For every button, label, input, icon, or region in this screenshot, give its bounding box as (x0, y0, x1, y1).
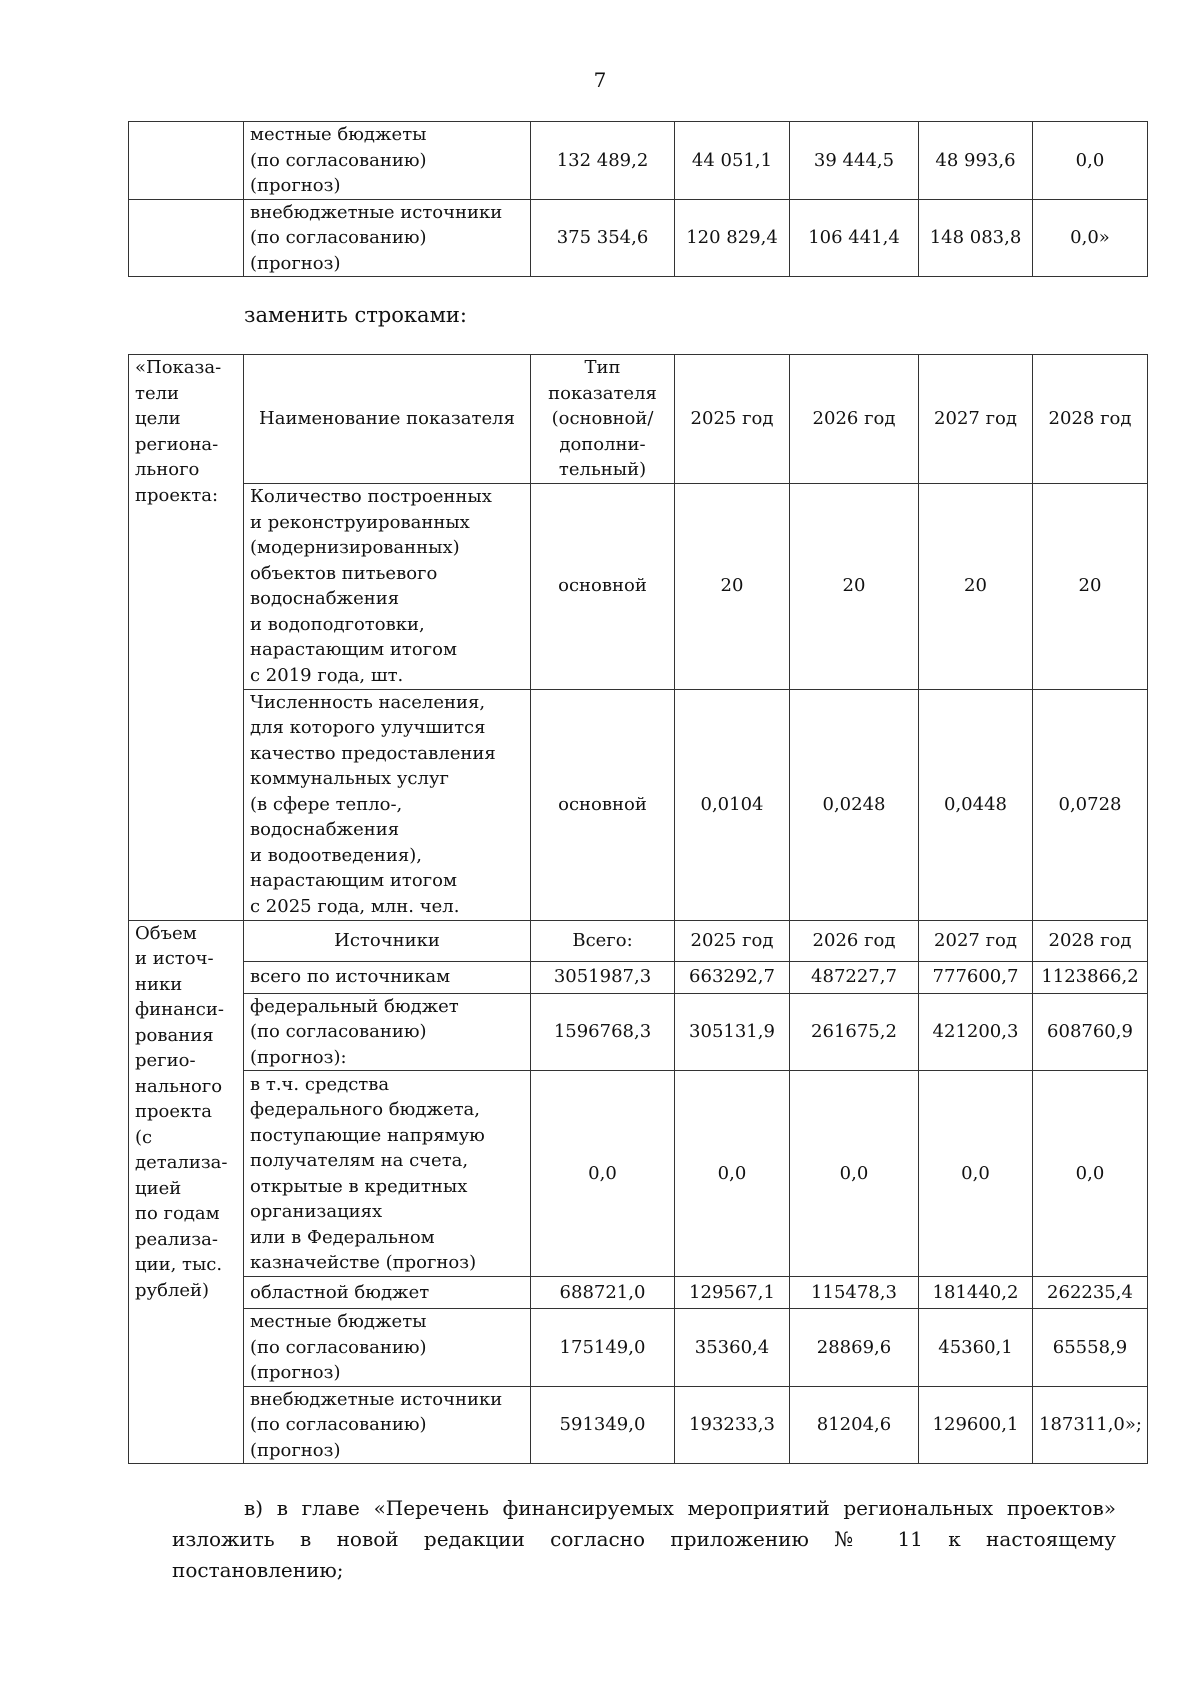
indicator-row (129, 483, 1148, 689)
indicator-value-2026: 20 (790, 483, 919, 689)
text-line: и водоотведения), (250, 844, 423, 866)
text-line: (прогноз) (250, 1362, 341, 1383)
text-line: детализа- (135, 1152, 228, 1173)
table-row (129, 199, 1148, 277)
text-line: организациях (250, 1201, 383, 1222)
value-y2027: 421200,3 (919, 993, 1033, 1071)
text-line: проекта (135, 1101, 212, 1122)
text-line: тели (135, 382, 180, 404)
text-line: открытые в кредитных (250, 1175, 468, 1197)
text-line: нального (135, 1075, 223, 1097)
value-y2028: 1123866,2 (1033, 961, 1148, 993)
text-line: (модернизированных) (250, 537, 460, 558)
text-line: Количество построенных (250, 486, 492, 507)
value-total: 688721,0 (531, 1277, 675, 1309)
value-total: 0,0 (531, 1071, 675, 1277)
indicator-value-2027: 0,0448 (919, 689, 1033, 920)
value-total: 1596768,3 (531, 993, 675, 1071)
indicator-name-header: Наименование показателя (244, 355, 531, 484)
indicator-value-2026: 0,0248 (790, 689, 919, 920)
text-line: качество предоставления (250, 742, 496, 764)
text-line: (по согласованию) (250, 1414, 427, 1435)
text-line: внебюджетные источники (250, 201, 503, 223)
financing-row (129, 1277, 1148, 1309)
financing-header-row (129, 920, 1148, 961)
text-line: регио- (135, 1050, 196, 1071)
text-line: (основной/ (551, 408, 654, 429)
year-2027-header: 2027 год (919, 355, 1033, 484)
text-line: цели (135, 408, 181, 429)
value-y2025: 120 829,4 (675, 199, 790, 277)
text-line: ции, тыс. (135, 1254, 223, 1275)
text-line: Тип (584, 357, 621, 378)
text-line: льного (135, 459, 200, 480)
year-2028-header: 2028 год (1033, 355, 1148, 484)
text-line: рублей) (135, 1279, 210, 1301)
sources-header: Источники (244, 920, 531, 961)
value-y2028: 187311,0»; (1033, 1386, 1148, 1464)
text-line: (в сфере тепло-, (250, 793, 403, 815)
text-line: регионa- (135, 433, 219, 455)
total-header: Всего: (531, 920, 675, 961)
indicator-value-2025: 20 (675, 483, 790, 689)
text-line: цией (135, 1177, 182, 1199)
text-line: проекта: (135, 484, 219, 506)
text-line: реализа- (135, 1228, 218, 1250)
indicator-type-header (531, 355, 675, 484)
text-line: водоснабжения (250, 588, 400, 609)
financing-section-label (129, 920, 244, 1464)
text-line: нарастающим итогом (250, 870, 457, 892)
source-label (244, 1277, 531, 1309)
source-label (244, 1071, 531, 1277)
value-y2027: 0,0 (919, 1071, 1033, 1277)
value-y2026: 81204,6 (790, 1386, 919, 1464)
value-y2025: 0,0 (675, 1071, 790, 1277)
text-line: финанси- (135, 999, 224, 1020)
indicator-type: основной (531, 689, 675, 920)
value-y2028: 0,0 (1033, 122, 1148, 200)
text-line: (по согласованию) (250, 1021, 427, 1042)
empty-cell (129, 122, 244, 200)
text-line: объектов питьевого (250, 562, 438, 584)
text-line: поступающие напрямую (250, 1124, 485, 1146)
text-line: Численность населения, (250, 691, 486, 713)
value-total: 132 489,2 (531, 122, 675, 200)
text-line: с 2019 года, шт. (250, 664, 404, 686)
text-line: (по согласованию) (250, 227, 427, 248)
text-line: или в Федеральном (250, 1226, 435, 1248)
text-line: (по согласованию) (250, 1336, 427, 1358)
empty-cell (129, 199, 244, 277)
value-total: 375 354,6 (531, 199, 675, 277)
text-line: «Показа- (135, 357, 222, 378)
paragraph-line: изложить в новой редакции согласно приложению № 11 к настоящему (172, 1527, 1116, 1551)
value-y2027: 777600,7 (919, 961, 1033, 993)
text-line: нарастающим итогом (250, 639, 457, 660)
text-line: и источ- (135, 948, 214, 969)
financing-row (129, 1309, 1148, 1387)
indicator-name (244, 689, 531, 920)
previous-rows-table (128, 121, 1148, 277)
value-y2025: 193233,3 (675, 1386, 790, 1464)
indicator-name (244, 483, 531, 689)
text-line: и водоподготовки, (250, 613, 425, 635)
text-line: рования (135, 1024, 214, 1046)
text-line: получателям на счета, (250, 1150, 469, 1171)
financing-row (129, 961, 1148, 993)
text-line: казначействе (прогноз) (250, 1252, 477, 1273)
indicators-header-row (129, 355, 1148, 484)
value-y2028: 608760,9 (1033, 993, 1148, 1071)
value-y2025: 35360,4 (675, 1309, 790, 1387)
text-line: местные бюджеты (250, 1311, 427, 1332)
value-y2028: 0,0» (1033, 199, 1148, 277)
value-y2025: 663292,7 (675, 961, 790, 993)
paragraph-line: постановлению; (172, 1558, 344, 1582)
year-2025-header: 2025 год (675, 355, 790, 484)
financing-row (129, 1386, 1148, 1464)
indicator-value-2025: 0,0104 (675, 689, 790, 920)
source-label (244, 1386, 531, 1464)
fin-year-2028-header: 2028 год (1033, 920, 1148, 961)
value-y2026: 106 441,4 (790, 199, 919, 277)
value-y2026: 487227,7 (790, 961, 919, 993)
paragraph-line: в) в главе «Перечень финансируемых мероприятий региональных проектов» (244, 1496, 1116, 1520)
amendment-paragraph (172, 1493, 1116, 1586)
text-line: (с (135, 1126, 153, 1148)
value-y2025: 305131,9 (675, 993, 790, 1071)
text-line: внебюджетные источники (250, 1388, 503, 1410)
text-line: по годам (135, 1203, 220, 1224)
value-y2026: 28869,6 (790, 1309, 919, 1387)
text-line: с 2025 года, млн. чел. (250, 895, 460, 917)
source-label (244, 122, 531, 200)
year-2026-header: 2026 год (790, 355, 919, 484)
text-line: федерального бюджета, (250, 1099, 481, 1120)
value-y2028: 0,0 (1033, 1071, 1148, 1277)
table-row (129, 122, 1148, 200)
text-line: (прогноз) (250, 175, 341, 196)
value-y2026: 0,0 (790, 1071, 919, 1277)
text-line: (прогноз) (250, 252, 341, 274)
indicator-value-2028: 0,0728 (1033, 689, 1148, 920)
value-y2026: 261675,2 (790, 993, 919, 1071)
text-line: федеральный бюджет (250, 995, 459, 1017)
text-line: коммунальных услуг (250, 768, 449, 790)
financing-row (129, 1071, 1148, 1277)
replace-text: заменить строками: (244, 303, 467, 327)
value-y2027: 45360,1 (919, 1309, 1033, 1387)
text-line: тельный) (558, 459, 647, 480)
fin-year-2025-header: 2025 год (675, 920, 790, 961)
page-number: 7 (593, 68, 607, 92)
text-line: водоснабжения (250, 819, 400, 841)
value-total: 591349,0 (531, 1386, 675, 1464)
value-y2027: 129600,1 (919, 1386, 1033, 1464)
value-y2028: 65558,9 (1033, 1309, 1148, 1387)
indicators-section-label (129, 355, 244, 921)
value-y2025: 44 051,1 (675, 122, 790, 200)
text-line: Объем (135, 922, 197, 944)
value-y2027: 148 083,8 (919, 199, 1033, 277)
source-label (244, 199, 531, 277)
source-label (244, 993, 531, 1071)
source-label (244, 1309, 531, 1387)
value-y2028: 262235,4 (1033, 1277, 1148, 1309)
fin-year-2027-header: 2027 год (919, 920, 1033, 961)
text-line: местные бюджеты (250, 124, 427, 145)
indicator-type: основной (531, 483, 675, 689)
value-y2026: 115478,3 (790, 1277, 919, 1309)
indicator-value-2027: 20 (919, 483, 1033, 689)
text-line: ники (135, 973, 183, 995)
value-y2025: 129567,1 (675, 1277, 790, 1309)
passport-table (128, 354, 1148, 1464)
text-line: (прогноз): (250, 1046, 347, 1068)
text-line: в т.ч. средства (250, 1073, 390, 1095)
value-total: 3051987,3 (531, 961, 675, 993)
text-line: областной бюджет (250, 1281, 430, 1303)
text-line: и реконструированных (250, 511, 470, 533)
value-y2026: 39 444,5 (790, 122, 919, 200)
financing-row (129, 993, 1148, 1071)
indicator-value-2028: 20 (1033, 483, 1148, 689)
text-line: для которого улучшится (250, 717, 486, 739)
value-total: 175149,0 (531, 1309, 675, 1387)
source-label (244, 961, 531, 993)
text-line: (по согласованию) (250, 149, 427, 171)
text-line: показателя (548, 382, 657, 404)
text-line: (прогноз) (250, 1439, 341, 1461)
value-y2027: 181440,2 (919, 1277, 1033, 1309)
value-y2027: 48 993,6 (919, 122, 1033, 200)
text-line: всего по источникам (250, 966, 451, 988)
fin-year-2026-header: 2026 год (790, 920, 919, 961)
indicator-row (129, 689, 1148, 920)
text-line: дополни- (559, 433, 646, 455)
